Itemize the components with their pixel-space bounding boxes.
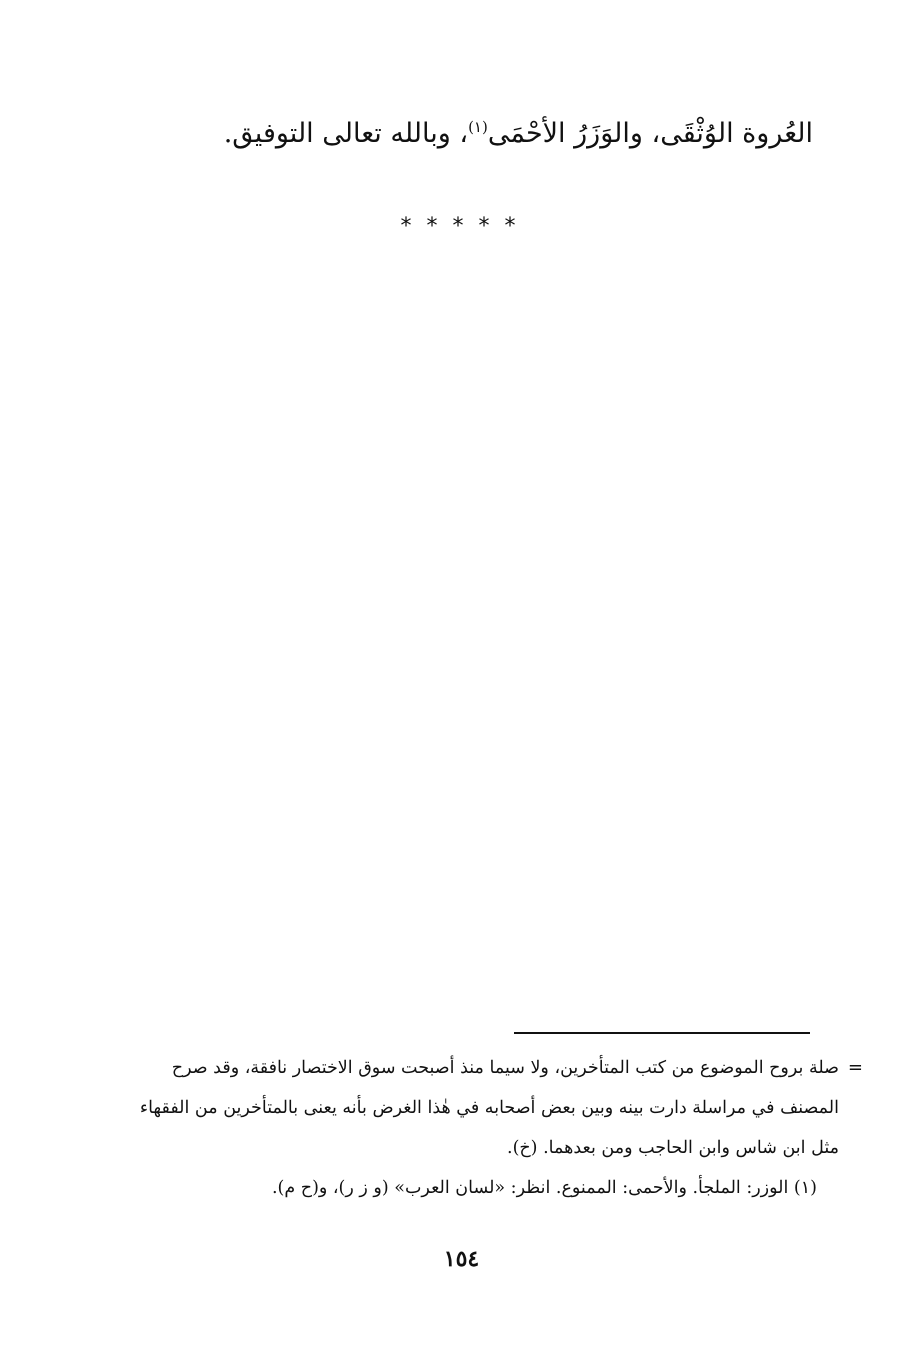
footnote-1: (١) الوزر: الملجأ. والأحمى: الممنوع. انظر: «لسان العرب» (و ز ر)، و(ح م).: [271, 1178, 817, 1198]
page-number: ١٥٤: [443, 1246, 480, 1272]
section-separator: * * * * *: [400, 214, 520, 239]
main-text-line: [113, 112, 813, 156]
continuation-mark: =: [847, 1057, 863, 1078]
footnote-continuation-line: مثل ابن شاس وابن الحاجب ومن بعدهما. (خ).: [507, 1138, 839, 1158]
footnote-reference[interactable]: (١): [468, 118, 488, 136]
footnote-divider: [514, 1032, 810, 1034]
main-text-after-ref: ، وبالله تعالى التوفيق.: [223, 118, 469, 149]
footnote-continuation-text: صلة بروح الموضوع من كتب المتأخرين، ولا سيما منذ أصبحت سوق الاختصار نافقة، وقد صرح: [171, 1058, 839, 1078]
footnote-continuation-line: [99, 1048, 863, 1088]
main-text-before-ref: العُروة الوُثْقَى، والوَزَرُ الأحْمَى: [487, 118, 813, 149]
footnotes: [99, 1048, 863, 1208]
footnote-continuation-line: المصنف في مراسلة دارت بينه وبين بعض أصحابه في هٰذا الغرض بأنه يعنى بالمتأخرين من الفقهاء: [139, 1098, 839, 1118]
